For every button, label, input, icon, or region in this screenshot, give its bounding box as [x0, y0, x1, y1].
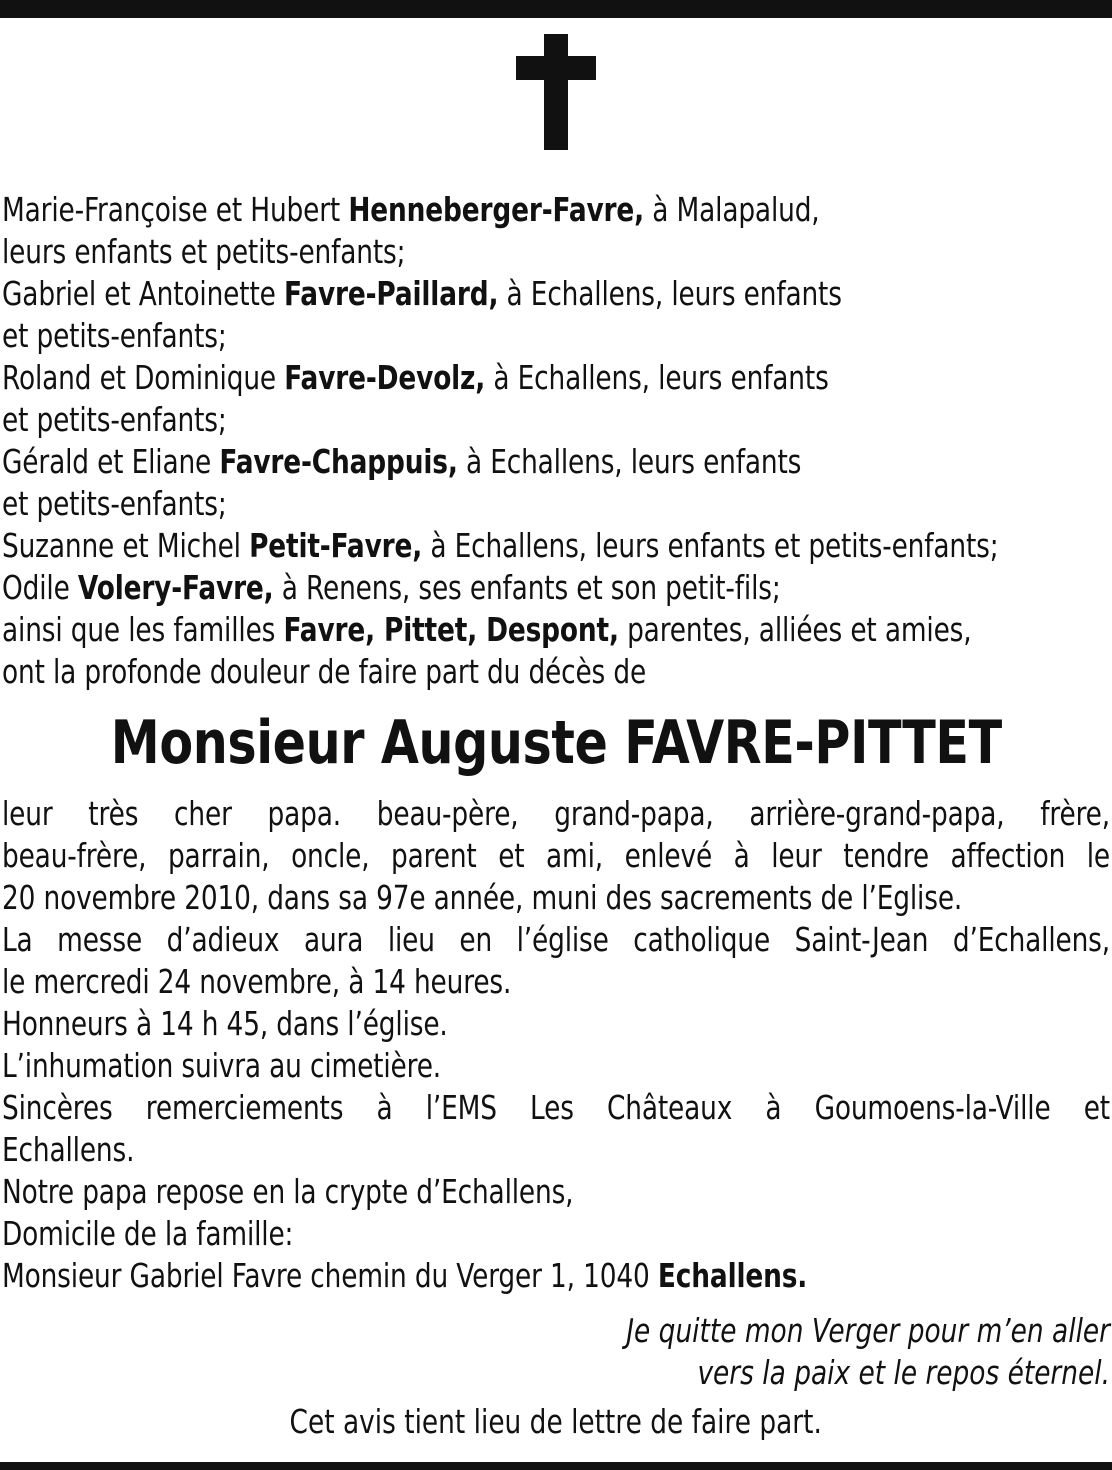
family-line: leurs enfants et petits-enfants;	[2, 232, 406, 271]
family-line: Marie-Françoise et Hubert Henneberger-Favre, à Malapalud,	[2, 190, 820, 229]
family-line: Suzanne et Michel Petit-Favre, à Echallens, leurs enfants et petits-enfants;	[2, 526, 999, 565]
family-name: Favre-Devolz,	[284, 358, 486, 397]
body-line: Honneurs à 14 h 45, dans l’église.	[2, 1004, 448, 1043]
closing-note	[0, 1401, 1112, 1443]
family-line: Gérald et Eliane Favre-Chappuis, à Echallens, leurs enfants	[2, 442, 802, 481]
deceased-name: Monsieur Auguste FAVRE-PITTET	[110, 708, 1002, 778]
body-line: beau-frère, parrain, oncle, parent et ami, enlevé à leur tendre affection le	[2, 836, 1110, 875]
family-name: Volery-Favre,	[77, 568, 274, 607]
town-name: Echallens.	[657, 1256, 808, 1295]
poem-quote	[410, 1310, 1110, 1394]
family-line: Gabriel et Antoinette Favre-Paillard, à Echallens, leurs enfants	[2, 274, 842, 313]
body-line: Notre papa repose en la crypte d’Echallens,	[2, 1172, 574, 1211]
family-line: et petits-enfants;	[2, 400, 227, 439]
family-line: Roland et Dominique Favre-Devolz, à Echallens, leurs enfants	[2, 358, 829, 397]
family-name: Favre-Paillard,	[283, 274, 499, 313]
poem-line: vers la paix et le repos éternel.	[697, 1353, 1110, 1392]
family-announcement	[2, 189, 1110, 693]
cross-symbol	[0, 34, 1112, 150]
body-line: Sincères remerciements à l’EMS Les Châteaux à Goumoens-la-Ville et	[2, 1088, 1110, 1127]
address-line: Monsieur Gabriel Favre chemin du Verger 1, 1040 Echallens.	[2, 1256, 808, 1295]
poem-line: Je quitte mon Verger pour m’en aller	[626, 1311, 1110, 1350]
family-line: et petits-enfants;	[2, 316, 227, 355]
body-line: leur très cher papa. beau-père, grand-papa, arrière-grand-papa, frère,	[2, 794, 1110, 833]
body-line: La messe d’adieux aura lieu en l’église catholique Saint-Jean d’Echallens,	[2, 920, 1110, 959]
body-line: Echallens.	[2, 1130, 135, 1169]
body-line: 20 novembre 2010, dans sa 97e année, muni des sacrements de l’Eglise.	[2, 878, 963, 917]
family-name: Favre-Chappuis,	[219, 442, 458, 481]
notice-body	[2, 793, 1110, 1297]
body-line: L’inhumation suivra au cimetière.	[2, 1046, 442, 1085]
latin-cross-icon	[516, 34, 596, 150]
family-name: Petit-Favre,	[249, 526, 423, 565]
family-name: Henneberger-Favre,	[348, 190, 645, 229]
body-line: le mercredi 24 novembre, à 14 heures.	[2, 962, 512, 1001]
bottom-rule	[0, 1462, 1112, 1470]
family-name: Favre, Pittet, Despont,	[283, 610, 619, 649]
family-line: ont la profonde douleur de faire part du décès de	[2, 652, 647, 691]
family-line: Odile Volery-Favre, à Renens, ses enfants et son petit-fils;	[2, 568, 781, 607]
deceased-name-heading	[0, 706, 1112, 780]
closing-note-text: Cet avis tient lieu de lettre de faire part.	[289, 1402, 823, 1441]
top-rule	[0, 0, 1112, 18]
family-line: et petits-enfants;	[2, 484, 227, 523]
family-line: ainsi que les familles Favre, Pittet, Despont, parentes, alliées et amies,	[2, 610, 972, 649]
body-line: Domicile de la famille:	[2, 1214, 294, 1253]
